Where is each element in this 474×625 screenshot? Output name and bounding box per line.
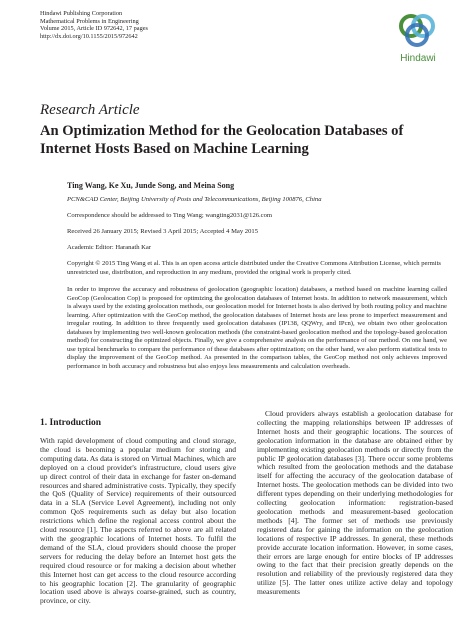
article-dates: Received 26 January 2015; Revised 3 April 2015; Accepted 4 May 2015 xyxy=(67,228,258,235)
intro-paragraph-left: With rapid development of cloud computing and cloud storage, the cloud is becoming a popular medium for storing and computing data. As data is stored on Virtual Machines, which are deployed on a cloud provider's infrastructure, cloud users give up direct control of their data in exchange for faster on-demand resources and shared administrative costs. Typically, they specify the QoS (Quality of Service) requirements of their outsourced data in a SLA (Service Level Agreement), including not only common QoS requirements such as delay but also location restrictions which define the regional access control about the cloud resource [1]. The aspects referred to above are all related with the geographic locations of Internet hosts. To fulfil the demand of the SLA, cloud providers should choose the proper servers for reducing the delay before an Internet host gets the required cloud resource or for making a decision about whether this Internet host can get access to the cloud resource according to his geographic location [2]. The granularity of geographic location used above is always coarse-grained, such as country, province, or city. xyxy=(40,436,236,606)
doi-link[interactable]: http://dx.doi.org/10.1155/2015/972642 xyxy=(40,32,138,40)
hindawi-logo-word: Hindawi xyxy=(400,53,436,64)
publisher-line: Hindawi Publishing Corporation xyxy=(40,10,123,17)
article-type: Research Article xyxy=(40,102,140,118)
intro-paragraph-right: Cloud providers always establish a geolocation database for collecting the mapping relationships between IP addresses of Internet hosts and their geographic locations. The sources of geolocation information in the database are obtained either by implementing existing geolocation methods or directly from the public IP geolocation databases [3]. There occur some problems which resulted from the geolocation methods and the database itself for affecting the accuracy of the geolocation database of Internet hosts. The geolocation methods can be divided into two different types depending on their underlying methodologies for collecting geolocation information: registration-based geolocation methods and measurement-based geolocation methods [4]. The former set of methods use previously registered data for gaining the information on the geolocation locations of respective IP addresses. In general, these methods provide accurate location information. However, in some cases, their errors are large enough for entire blocks of IP addresses owing to the fact that their precision greatly depends on the resolution and reliability of the previously registered data they utilize [5]. The latter ones utilize active delay and topology measurements xyxy=(257,409,453,597)
paper-title: An Optimization Method for the Geolocation Databases of Internet Hosts Based on Machine Learning xyxy=(40,123,404,157)
academic-editor: Academic Editor: Haranath Kar xyxy=(67,244,152,251)
section-heading-introduction: 1. Introduction xyxy=(40,418,102,428)
hindawi-rings-logo-icon xyxy=(395,10,439,50)
journal-name: Mathematical Problems in Engineering xyxy=(40,17,139,25)
author-list: Ting Wang, Ke Xu, Junde Song, and Meina Song xyxy=(67,181,235,190)
volume-line: Volume 2015, Article ID 972642, 17 pages xyxy=(40,25,148,33)
abstract: In order to improve the accuracy and robustness of geolocation (geographic location) databases, a method based on machine learning called GeoCop (Geolocation Cop) is proposed for optimizing the geolocation databases of Internet hosts. In addition to network measurement, which is always used by the existing geolocation methods, our geolocation model for Internet hosts is also derived by both routing policy and machine learning. After optimization with the GeoCop method, the geolocation databases of Internet hosts are less prone to imperfect measurement and irregular routing. In addition to three frequently used geolocation databases (IP138, QQWry, and IPcn), we obtain two other geolocation databases by implementing two well-known geolocation methods (the constraint-based geolocation method and the topology-based geolocation method) for constructing the optimized objects. Finally, we give a comprehensive analysis on the performance of our method. On one hand, we use typical benchmarks to compare the performance of these databases after optimization; on the other hand, we also perform statistical tests to display the improvement of the GeoCop method. As presented in the comparison tables, the GeoCop method not only achieves improved performance in both accuracy and robustness but also enjoys less measurements and calculation overheads. xyxy=(67,286,447,370)
correspondence: Correspondence should be addressed to Ting Wang; wangting2031@126.com xyxy=(67,212,273,219)
copyright-notice: Copyright © 2015 Ting Wang et al. This is an open access article distributed under the Creative Commons Attribution License, which permits unrestricted use, distribution, and reproduction in any medium, provided the original work is properly cited. xyxy=(67,260,441,276)
journal-header xyxy=(40,10,148,40)
affiliation: PCN&CAD Center, Beijing University of Posts and Telecommunications, Beijing 100876, China xyxy=(67,196,322,203)
